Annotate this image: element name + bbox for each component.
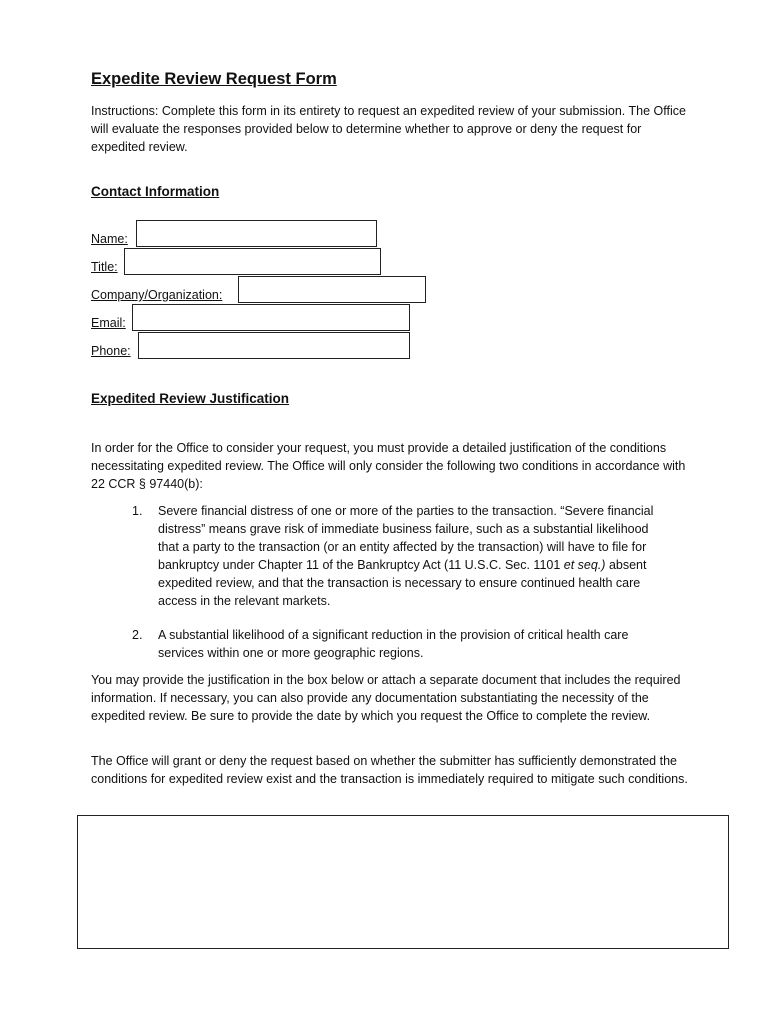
company-organization-label: Company/Organization: (91, 288, 223, 302)
title-field[interactable] (124, 248, 381, 275)
grant-deny-text: The Office will grant or deny the request based on whether the submitter has sufficiently demonstrated the conditions for expedited review exist and the transaction is immediately required to mitigate such conditions. (91, 754, 688, 786)
condition-text-2: A substantial likelihood of a significant reduction in the provision of critical health care services within one or more geographic regions. (158, 628, 629, 660)
title-label: Title: (91, 260, 118, 274)
condition-text-1: Severe financial distress of one or more of the parties to the transaction. “Severe financial distress” means grave risk of immediate business failure, such as a substantial likelihood that a party to the transaction (or an entity affected by the transaction) will have to file for bankruptcy under Chapter 11 of the Bankruptcy Act (11 U.S.C. Sec. 1101 et seq.) absent expedited review, and that the transaction is necessary to ensure continued health care access in the relevant markets. (158, 504, 654, 608)
email-field[interactable] (132, 304, 410, 331)
email-label: Email: (91, 316, 126, 330)
form-title: Expedite Review Request Form (91, 70, 337, 88)
name-field[interactable] (136, 220, 377, 247)
provide-justification-text: You may provide the justification in the box below or attach a separate document that includes the required information. If necessary, you can also provide any documentation substantiating the necessity of the expedited review. Be sure to provide the date by which you request the Office to complete the review. (91, 673, 681, 723)
justification-text-box[interactable] (77, 815, 729, 949)
justification-heading: Expedited Review Justification (91, 391, 290, 406)
company-organization-field[interactable] (238, 276, 426, 303)
phone-field[interactable] (138, 332, 410, 359)
instructions-text: Instructions: Complete this form in its entirety to request an expedited review of your submission. The Office will evaluate the responses provided below to determine whether to approve or deny the request for expedited review. (91, 104, 686, 154)
condition-number-2: 2. (132, 628, 143, 642)
name-label: Name: (91, 232, 128, 246)
contact-information-heading: Contact Information (91, 184, 220, 199)
phone-label: Phone: (91, 344, 131, 358)
justification-intro-text: In order for the Office to consider your request, you must provide a detailed justification of the conditions necessitating expedited review. The Office will only consider the following two conditions in accordance with 22 CCR § 97440(b): (91, 441, 686, 491)
condition-number-1: 1. (132, 504, 143, 518)
